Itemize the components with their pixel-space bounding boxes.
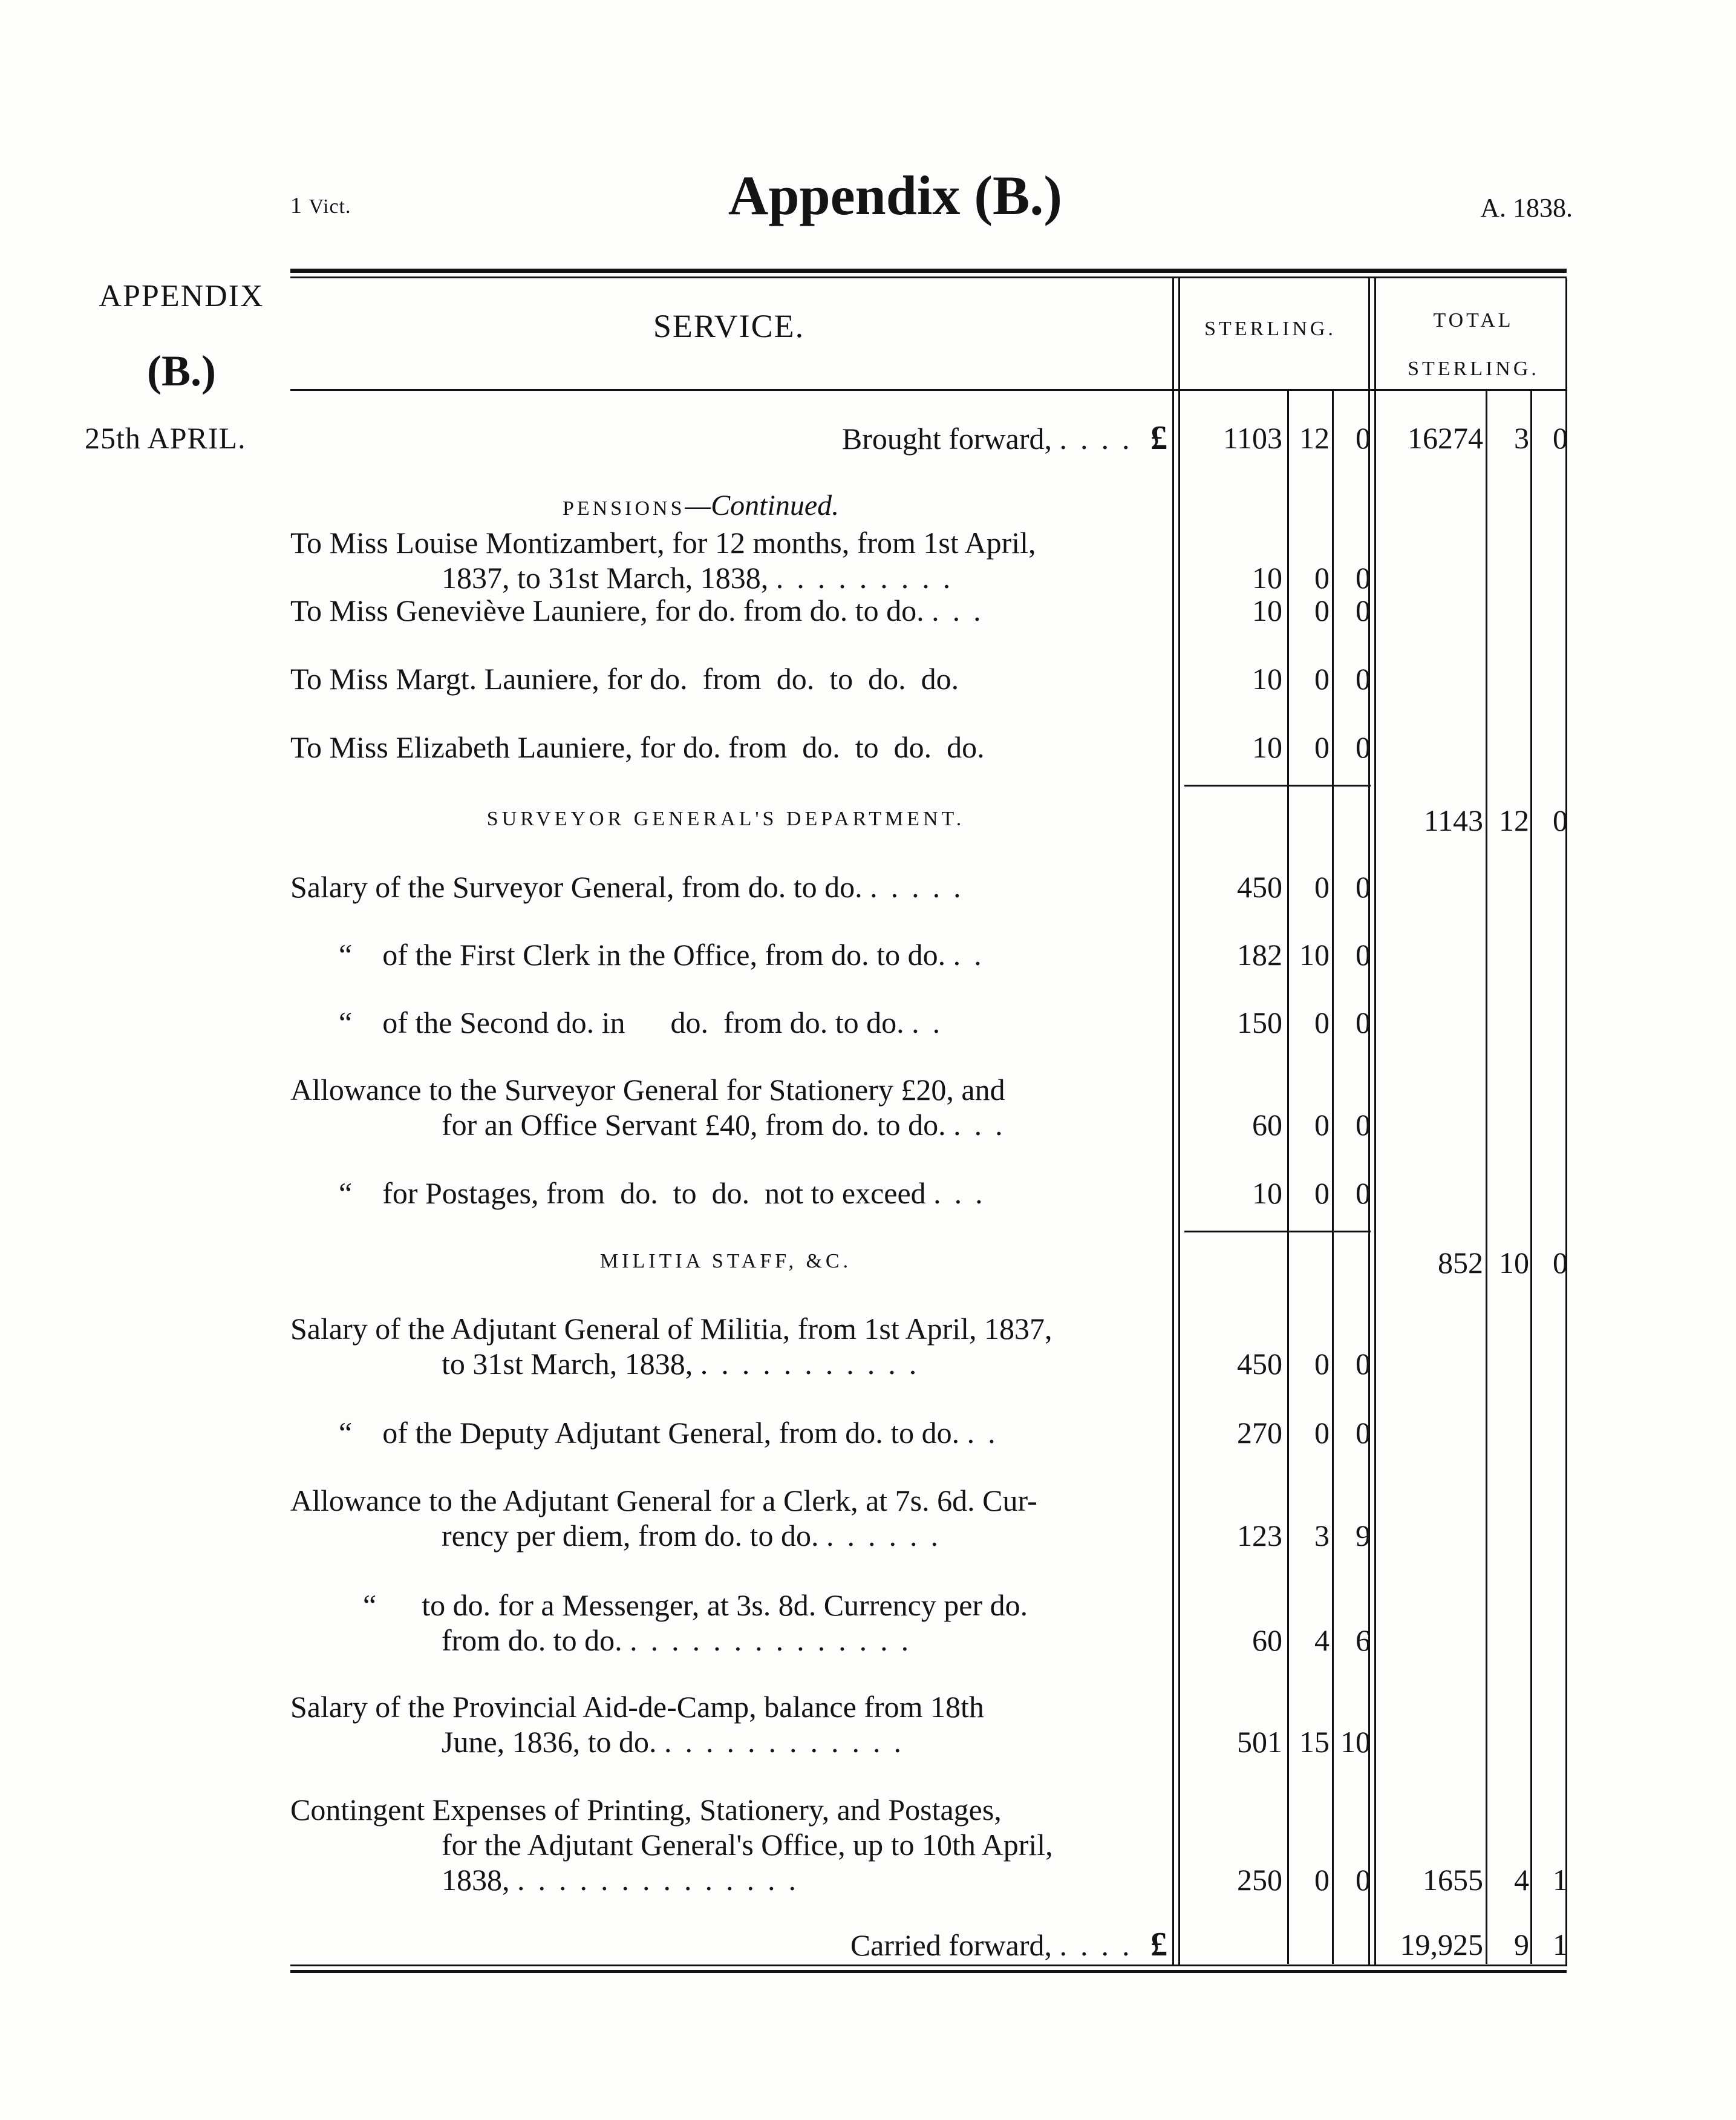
total-shillings: 10 bbox=[1499, 1246, 1529, 1280]
entry-line-2: rency per diem, from do. to do. bbox=[442, 1519, 819, 1552]
total-shillings: 12 bbox=[1499, 803, 1529, 837]
entry-line-1: Allowance to the Surveyor General for Stationery £20, and bbox=[290, 1073, 1005, 1107]
page-title: Appendix (B.) bbox=[728, 165, 1063, 226]
brought-forward-currency: £ bbox=[1150, 419, 1167, 457]
amount-pounds: 60 bbox=[1252, 1623, 1282, 1657]
col-line-sterling-total-b bbox=[1374, 278, 1376, 1966]
entry-line-1: of the First Clerk in the Office, from do. to do. bbox=[382, 938, 946, 972]
amount-shillings: 0 bbox=[1314, 730, 1330, 764]
amount-pence: 0 bbox=[1356, 1416, 1371, 1450]
total-pounds: 19,925 bbox=[1400, 1928, 1483, 1961]
amount-pence: 0 bbox=[1356, 561, 1371, 595]
subtotal-rule-1 bbox=[1184, 785, 1371, 787]
amount-shillings: 0 bbox=[1314, 1347, 1330, 1381]
amount-pence: 0 bbox=[1356, 730, 1371, 764]
column-header-total-line1: TOTAL bbox=[1433, 309, 1514, 332]
bottom-thick-rule bbox=[290, 1970, 1567, 1973]
entry-line-1: for Postages, from do. to do. not to exceed bbox=[382, 1176, 926, 1210]
entry-line-1: To Miss Elizabeth Launiere, for do. from do. to do. do. bbox=[290, 730, 985, 764]
entry-line-2: to 31st March, 1838, bbox=[442, 1347, 693, 1381]
amount-shillings: 0 bbox=[1314, 1863, 1330, 1897]
total-pence: 0 bbox=[1553, 1246, 1568, 1280]
amount-pounds: 10 bbox=[1252, 561, 1282, 595]
amount-pence: 0 bbox=[1356, 1863, 1371, 1897]
pensions-heading-italic: —Continued. bbox=[685, 489, 840, 522]
total-pounds: 1143 bbox=[1423, 803, 1483, 837]
col-line-service-sterling-a bbox=[1172, 278, 1174, 1966]
amount-pounds: 10 bbox=[1252, 730, 1282, 764]
entry-line-2: for the Adjutant General's Office, up to 10th April, bbox=[442, 1828, 1053, 1862]
amount-shillings: 0 bbox=[1314, 870, 1330, 904]
total-pounds: 16274 bbox=[1408, 421, 1483, 455]
entry-line-1: Salary of the Surveyor General, from do. to do. bbox=[290, 870, 863, 904]
col-line-right-edge bbox=[1565, 278, 1567, 1966]
amount-pence: 6 bbox=[1356, 1623, 1371, 1657]
amount-pence: 0 bbox=[1356, 1176, 1371, 1210]
ditto-mark: “ bbox=[339, 938, 353, 972]
margin-date: 25th APRIL. bbox=[85, 421, 246, 455]
amount-shillings: 0 bbox=[1314, 594, 1330, 627]
amount-shillings: 15 bbox=[1299, 1725, 1330, 1759]
amount-pounds: 270 bbox=[1237, 1416, 1282, 1450]
amount-shillings: 0 bbox=[1314, 662, 1330, 696]
subtotal-rule-2 bbox=[1184, 1231, 1371, 1232]
header-regnal-year bbox=[290, 192, 351, 219]
amount-pence: 0 bbox=[1356, 1108, 1371, 1142]
amount-pence: 0 bbox=[1356, 662, 1371, 696]
header-year: A. 1838. bbox=[1480, 193, 1573, 223]
total-pence: 0 bbox=[1553, 421, 1568, 455]
entry-line-2: from do. to do. bbox=[442, 1623, 622, 1657]
entry-line-1: of the Deputy Adjutant General, from do. to do. bbox=[382, 1416, 960, 1450]
amount-pounds: 1103 bbox=[1222, 421, 1282, 455]
section-heading-surveyor: SURVEYOR GENERAL'S DEPARTMENT. bbox=[486, 808, 965, 830]
amount-pounds: 10 bbox=[1252, 1176, 1282, 1210]
amount-pence: 0 bbox=[1356, 870, 1371, 904]
entry-line-1: To Miss Margt. Launiere, for do. from do. to do. do. bbox=[290, 662, 959, 696]
section-heading-pensions bbox=[563, 489, 839, 522]
amount-pounds: 501 bbox=[1237, 1725, 1282, 1759]
column-header-total bbox=[1379, 296, 1568, 393]
amount-pounds: 60 bbox=[1252, 1108, 1282, 1142]
col-line-total-shillings bbox=[1486, 391, 1487, 1964]
amount-pounds: 10 bbox=[1252, 594, 1282, 627]
amount-pounds: 182 bbox=[1237, 938, 1282, 972]
top-thick-rule bbox=[290, 269, 1567, 273]
amount-shillings: 0 bbox=[1314, 1006, 1330, 1039]
col-line-sterling-pence bbox=[1332, 391, 1334, 1964]
carried-forward-currency: £ bbox=[1150, 1926, 1167, 1963]
amount-pounds: 10 bbox=[1252, 662, 1282, 696]
entry-line-1: Allowance to the Adjutant General for a Clerk, at 7s. 6d. Cur- bbox=[290, 1484, 1037, 1517]
margin-appendix: APPENDIX bbox=[99, 279, 264, 313]
amount-shillings: 0 bbox=[1314, 1176, 1330, 1210]
pensions-heading-caps: PENSIONS bbox=[563, 497, 685, 520]
entry-line-1: Salary of the Adjutant General of Militia, from 1st April, 1837, bbox=[290, 1312, 1052, 1346]
ditto-mark: “ bbox=[339, 1006, 353, 1039]
entry-line-1: To Miss Louise Montizambert, for 12 months, from 1st April, bbox=[290, 526, 1036, 560]
section-heading-militia: MILITIA STAFF, &C. bbox=[599, 1250, 852, 1272]
margin-letter: (B.) bbox=[147, 347, 216, 395]
amount-pence: 0 bbox=[1356, 1006, 1371, 1039]
col-line-total-pence bbox=[1530, 391, 1532, 1964]
ditto-mark: “ bbox=[339, 1176, 353, 1210]
amount-pounds: 150 bbox=[1237, 1006, 1282, 1039]
total-shillings: 3 bbox=[1514, 421, 1529, 455]
amount-pence: 9 bbox=[1356, 1519, 1371, 1552]
header-regnal-number: 1 bbox=[290, 193, 302, 218]
amount-shillings: 3 bbox=[1314, 1519, 1330, 1552]
column-header-service: SERVICE. bbox=[653, 308, 805, 344]
ditto-mark: “ bbox=[339, 1416, 353, 1450]
amount-shillings: 4 bbox=[1314, 1623, 1330, 1657]
entry-line-2: 1837, to 31st March, 1838, bbox=[442, 561, 769, 595]
entry-line-1: Contingent Expenses of Printing, Stationery, and Postages, bbox=[290, 1793, 1002, 1827]
amount-shillings: 0 bbox=[1314, 1108, 1330, 1142]
amount-shillings: 12 bbox=[1299, 421, 1330, 455]
entry-line-2: June, 1836, to do. bbox=[442, 1725, 657, 1759]
amount-pounds: 450 bbox=[1237, 870, 1282, 904]
entry-line-2: for an Office Servant £40, from do. to do. bbox=[442, 1108, 946, 1142]
amount-pence: 10 bbox=[1340, 1725, 1371, 1759]
entry-line-1: to do. for a Messenger, at 3s. 8d. Currency per do. bbox=[422, 1588, 1028, 1622]
total-shillings: 4 bbox=[1514, 1863, 1529, 1897]
amount-pence: 0 bbox=[1356, 421, 1371, 455]
header-regnal-word: Vict. bbox=[308, 195, 351, 218]
amount-pence: 0 bbox=[1356, 938, 1371, 972]
entry-line-3: 1838, bbox=[442, 1863, 510, 1897]
entry-line-1: of the Second do. in do. from do. to do. bbox=[382, 1006, 904, 1039]
amount-pence: 0 bbox=[1356, 594, 1371, 627]
amount-shillings: 0 bbox=[1314, 561, 1330, 595]
ditto-mark: “ bbox=[363, 1588, 377, 1622]
total-pence: 1 bbox=[1553, 1863, 1568, 1897]
amount-pounds: 123 bbox=[1237, 1519, 1282, 1552]
amount-pence: 0 bbox=[1356, 1347, 1371, 1381]
amount-pounds: 450 bbox=[1237, 1347, 1282, 1381]
total-pence: 0 bbox=[1553, 803, 1568, 837]
total-shillings: 9 bbox=[1514, 1928, 1529, 1961]
column-header-total-line2: STERLING. bbox=[1408, 358, 1539, 380]
brought-forward-label: Brought forward, bbox=[841, 422, 1052, 456]
total-pence: 1 bbox=[1553, 1928, 1568, 1961]
carried-forward-label: Carried forward, bbox=[850, 1928, 1052, 1962]
total-pounds: 1655 bbox=[1423, 1863, 1483, 1897]
entry-line-1: To Miss Geneviève Launiere, for do. from do. to do. bbox=[290, 594, 924, 627]
amount-pounds: 250 bbox=[1237, 1863, 1282, 1897]
total-pounds: 852 bbox=[1438, 1246, 1483, 1280]
entry-line-1: Salary of the Provincial Aid-de-Camp, balance from 18th bbox=[290, 1690, 984, 1724]
column-header-sterling: STERLING. bbox=[1204, 318, 1336, 340]
amount-shillings: 0 bbox=[1314, 1416, 1330, 1450]
amount-shillings: 10 bbox=[1299, 938, 1330, 972]
